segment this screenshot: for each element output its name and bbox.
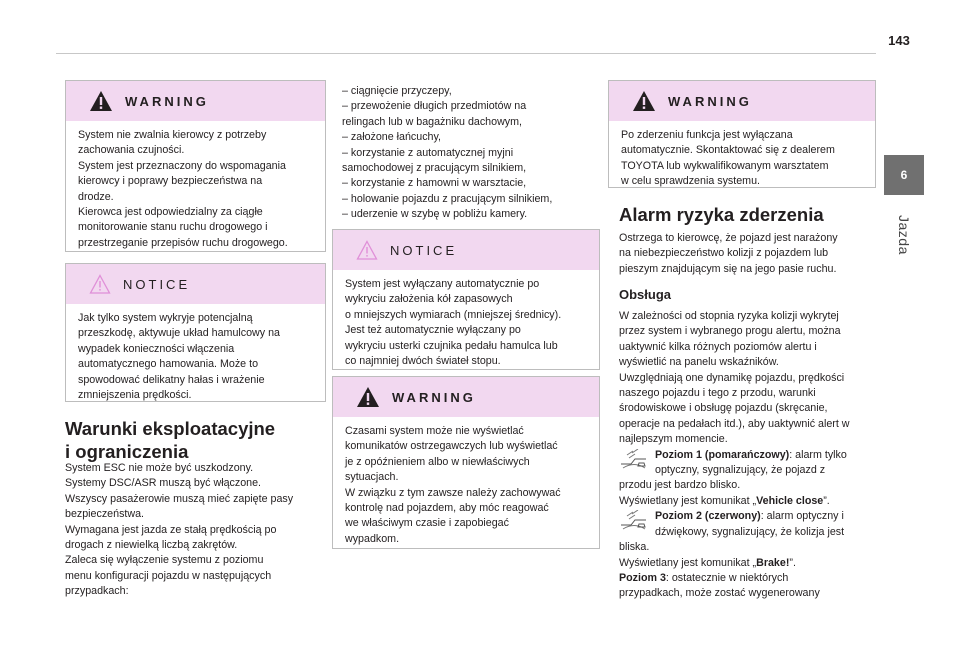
warning-box-3 <box>608 80 876 188</box>
text-line: przez system i wybranego progu alertu, można <box>619 325 841 338</box>
alert-level-3 <box>619 571 879 602</box>
text-line: W zależności od stopnia ryzyka kolizji wykrytej <box>619 310 839 322</box>
text-line: Po zderzeniu funkcja jest wyłączana <box>621 129 793 141</box>
notice-body <box>66 304 325 403</box>
text-line: drogach z niewielką liczbą zakrętów. <box>65 539 238 552</box>
section-heading <box>65 417 275 463</box>
text-line: w celu sprawdzenia systemu. <box>621 175 760 188</box>
text-line: zmniejszenia prędkości. <box>78 389 192 402</box>
warning-box-1 <box>65 80 326 252</box>
text-line: przodu jest bardzo blisko. <box>619 479 741 492</box>
warning-body <box>333 417 599 547</box>
text-line: menu konfiguracji pojazdu w następujących <box>65 569 272 582</box>
warning-box-header <box>66 81 325 121</box>
operation-body <box>619 309 879 602</box>
text-line: automatycznego hamowania. Może to <box>78 358 259 371</box>
text-line: co najmniej dwóch świateł stopu. <box>345 355 501 368</box>
level-title: Poziom 2 (czerwony) <box>655 510 761 523</box>
text-line: najlepszym momencie. <box>619 433 728 446</box>
text-line: uaktywnić kilka różnych poziomów alertu i <box>619 340 817 353</box>
message-suffix: ”. <box>823 494 830 507</box>
text-line: przestrzeganie przepisów ruchu drogowego. <box>78 236 288 249</box>
text-line: przeszkodę, aktywuje układ hamulcowy na <box>78 327 280 340</box>
notice-box-2 <box>332 229 600 370</box>
list-item: – ciągnięcie przyczepy, <box>342 85 452 97</box>
chapter-tab[interactable] <box>884 155 924 195</box>
text-line: Uwzględniają one dynamikę pojazdu, prędkości <box>619 371 845 384</box>
chapter-number: 6 <box>900 168 908 182</box>
warning-triangle-icon <box>356 386 380 408</box>
text-line: środowiskowe i obsługę pojazdu (skręcanie, <box>619 402 828 415</box>
text-line: monitorowanie stanu ruchu drogowego i <box>78 221 268 234</box>
text-line: wyświetlić na panelu wskaźników. <box>619 356 779 369</box>
list-item: – przewożenie długich przedmiotów na <box>342 100 527 113</box>
text-line: bliska. <box>619 541 650 554</box>
text-line: pieszym znajdującym się na jego pasie ruchu. <box>619 262 837 275</box>
notice-triangle-icon <box>89 274 111 294</box>
level-text: : alarm optyczny i <box>760 510 844 523</box>
warning-box-header <box>609 81 875 121</box>
text-line: System ESC nie może być uszkodzony. <box>65 462 254 474</box>
text-line: sytuacjach. <box>345 471 399 484</box>
chapter-label-text: Jazda <box>896 215 912 255</box>
collision-alert-icon <box>619 449 649 471</box>
text-line: Jak tylko system wykryje potencjalną <box>78 312 253 324</box>
text-line: drodze. <box>78 190 114 203</box>
list-item: – korzystanie z automatycznej myjni <box>342 146 514 159</box>
message-prefix: Wyświetlany jest komunikat „ <box>619 494 757 507</box>
warning-box-2 <box>332 376 600 549</box>
notice-triangle-icon <box>356 240 378 260</box>
message-suffix: ”. <box>789 556 796 569</box>
text-line: Wszyscy pasażerowie muszą mieć zapięte pasy <box>65 492 294 505</box>
text-line: Systemy DSC/ASR muszą być włączone. <box>65 477 261 490</box>
list-item: samochodowej z pracującym silnikiem, <box>342 162 527 175</box>
text-line: na niebezpieczeństwo kolizji z pojazdem lub <box>619 247 829 260</box>
text-line: kontrolę nad pojazdem, aby móc reagować <box>345 502 549 515</box>
warning-body <box>66 121 325 251</box>
level-text: : alarm tylko <box>789 448 847 461</box>
text-line: automatycznie. Skontaktować się z dealerem <box>621 144 835 157</box>
text-line: we właściwym czasie i zapobiegać <box>345 517 509 530</box>
list-item: relingach lub w bagażniku dachowym, <box>342 115 523 128</box>
text-line: spowodować delikatny hałas i wrażenie <box>78 373 265 386</box>
operation-subheading: Obsługa <box>619 287 672 302</box>
text-line: bezpieczeństwa. <box>65 508 145 521</box>
warning-title: WARNING <box>392 389 476 405</box>
list-item: – korzystanie z hamowni w warsztacie, <box>342 177 527 190</box>
text-line: zachowania czujności. <box>78 144 185 157</box>
notice-title: NOTICE <box>123 276 191 292</box>
text-line: przypadkach, może zostać wygenerowany <box>619 587 820 600</box>
text-line: kierowcy i poprawy bezpieczeństwa na <box>78 175 263 188</box>
warning-title: WARNING <box>668 93 752 109</box>
text-line: komunikatów ostrzegawczych lub wyświetlać <box>345 440 558 453</box>
text-line: wykryciu usterki czujnika pedału hamulca lub <box>345 339 558 352</box>
text-line <box>619 509 879 524</box>
text-line: System nie zwalnia kierowcy z potrzeby <box>78 129 267 141</box>
text-line: je z opóźnieniem albo w niewłaściwych <box>345 455 530 468</box>
text-line: operacje na pedałach itd.), aby uaktywnić alert w <box>619 417 850 430</box>
list-item: – holowanie pojazdu z pracującym silnikiem, <box>342 192 553 205</box>
header-rule <box>56 53 876 54</box>
text-line: Zaleca się wyłączenie systemu z poziomu <box>65 554 264 567</box>
text-line: Czasami system może nie wyświetlać <box>345 425 524 437</box>
section-heading-line: Warunki eksploatacyjne <box>65 418 276 439</box>
message-text: Brake! <box>756 556 790 569</box>
text-line: Wymagana jest jazda ze stałą prędkością po <box>65 523 277 536</box>
text-line: o mniejszych wymiarach (mniejszej średnicy). <box>345 308 562 321</box>
notice-body <box>333 270 599 369</box>
text-line: wypadkom. <box>345 532 400 545</box>
notice-box-1 <box>65 263 326 402</box>
alert-level-2 <box>619 509 879 571</box>
notice-title: NOTICE <box>390 242 458 258</box>
warning-box-header <box>333 377 599 417</box>
message-text: Vehicle close <box>756 494 824 507</box>
text-line: wykryciu założenia kół zapasowych <box>345 293 513 306</box>
warning-title: WARNING <box>125 93 209 109</box>
collision-alert-icon <box>619 510 649 532</box>
list-item: – założone łańcuchy, <box>342 131 442 144</box>
collision-alert-intro <box>619 231 879 277</box>
list-item: – uderzenie w szybę w pobliżu kamery. <box>342 208 528 221</box>
collision-alert-heading: Alarm ryzyka zderzenia <box>619 204 824 225</box>
text-line: wypadek konieczności włączenia <box>78 342 235 355</box>
section-heading-line: i ograniczenia <box>65 441 189 462</box>
warning-triangle-icon <box>89 90 113 112</box>
text-line: Ostrzega to kierowcę, że pojazd jest narażony <box>619 232 838 244</box>
text-line <box>619 556 879 571</box>
text-line: System jest przeznaczony do wspomagania <box>78 159 286 172</box>
text-line: Kierowca jest odpowiedzialny za ciągłe <box>78 206 263 219</box>
message-prefix: Wyświetlany jest komunikat „ <box>619 556 757 569</box>
text-line: TOYOTA lub wykwalifikowanym warsztatem <box>621 159 829 172</box>
conditions-list <box>342 84 602 223</box>
text-line: przypadkach: <box>65 585 129 598</box>
text-line: naszego pojazdu i tego z przodu, warunki <box>619 387 816 400</box>
warning-body <box>609 121 875 190</box>
text-line <box>619 571 879 586</box>
level-title: Poziom 1 (pomarańczowy) <box>655 448 790 461</box>
text-line <box>619 494 879 509</box>
page-number: 143 <box>888 33 910 48</box>
text-line: Jest też automatycznie wyłączany po <box>345 324 521 337</box>
text-line: System jest wyłączany automatycznie po <box>345 278 540 290</box>
level-title: Poziom 3 <box>619 571 666 584</box>
level-text: : ostatecznie w niektórych <box>665 571 789 584</box>
section-body <box>65 461 335 600</box>
text-line: W związku z tym zawsze należy zachowywać <box>345 486 561 499</box>
alert-level-1 <box>619 448 879 510</box>
warning-triangle-icon <box>632 90 656 112</box>
chapter-label <box>884 215 924 295</box>
notice-box-header <box>66 264 325 304</box>
notice-box-header <box>333 230 599 270</box>
text-line <box>619 448 879 463</box>
text-line: dźwiękowy, sygnalizujący, że kolizja jest <box>655 525 845 538</box>
text-line: optyczny, sygnalizujący, że pojazd z <box>655 464 826 477</box>
